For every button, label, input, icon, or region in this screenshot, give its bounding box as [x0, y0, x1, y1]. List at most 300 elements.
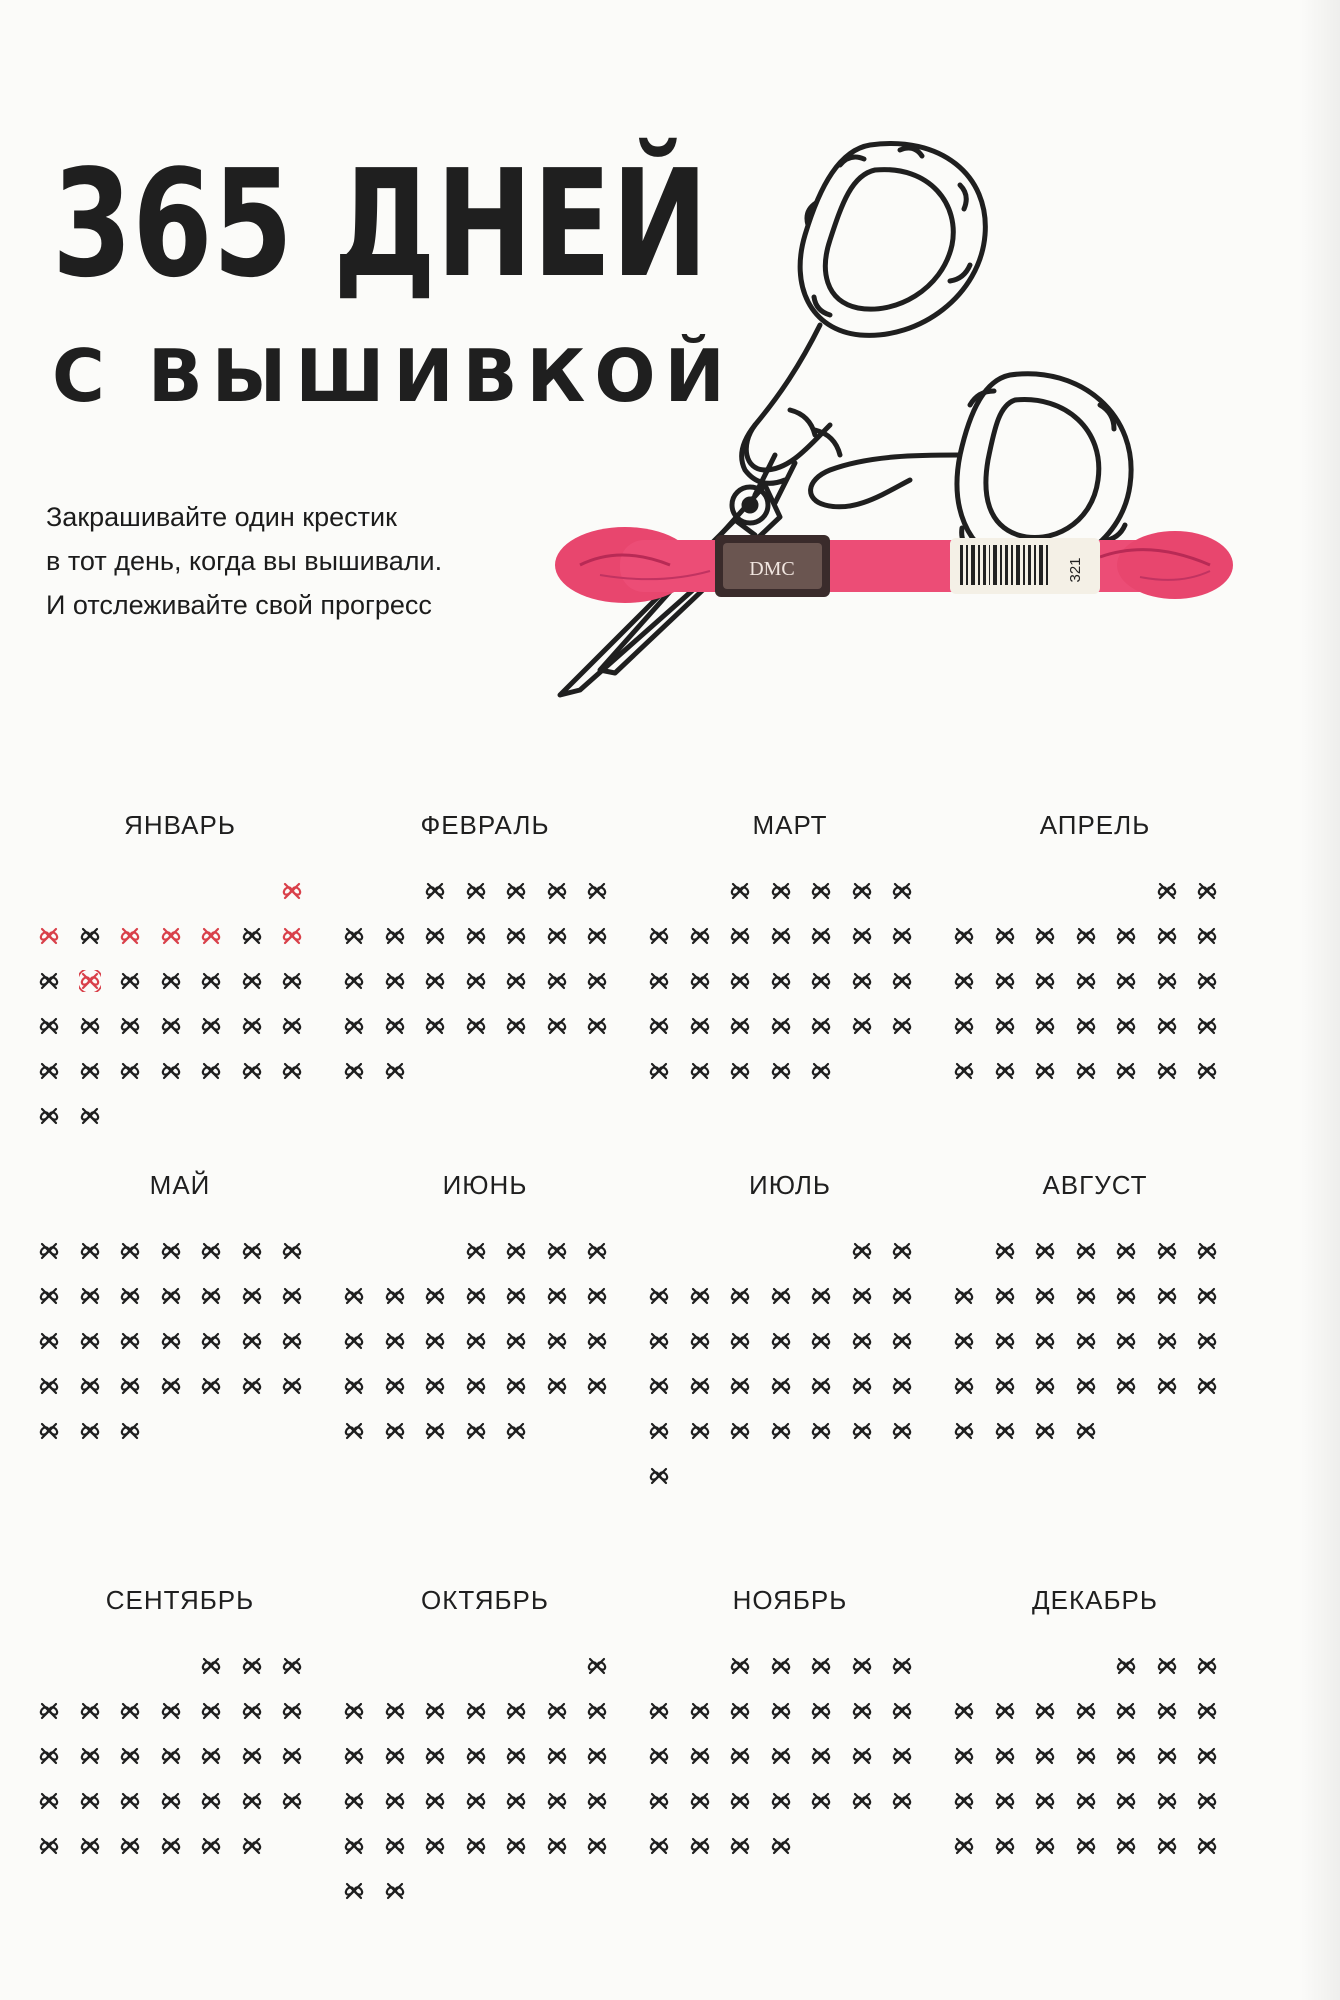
cross-stitch-icon[interactable]	[770, 925, 792, 947]
cross-stitch-icon[interactable]	[1075, 1060, 1097, 1082]
cross-stitch-icon[interactable]	[1034, 925, 1056, 947]
cross-stitch-icon[interactable]	[1034, 1745, 1056, 1767]
cross-stitch-icon[interactable]	[160, 1060, 182, 1082]
cross-stitch-icon[interactable]	[1156, 1655, 1178, 1677]
cross-stitch-icon[interactable]	[505, 1015, 527, 1037]
cross-stitch-icon[interactable]	[994, 1835, 1016, 1857]
cross-stitch-icon[interactable]	[770, 1375, 792, 1397]
cross-stitch-icon[interactable]	[1156, 880, 1178, 902]
cross-stitch-icon[interactable]	[424, 1420, 446, 1442]
cross-stitch-icon[interactable]	[505, 1420, 527, 1442]
cross-stitch-icon[interactable]	[689, 1700, 711, 1722]
cross-stitch-icon[interactable]	[953, 1790, 975, 1812]
cross-stitch-icon[interactable]	[586, 880, 608, 902]
cross-stitch-icon[interactable]	[1196, 1835, 1218, 1857]
cross-stitch-icon[interactable]	[729, 1060, 751, 1082]
cross-stitch-icon[interactable]	[810, 1330, 832, 1352]
cross-stitch-icon[interactable]	[38, 1240, 60, 1262]
cross-stitch-icon[interactable]	[424, 1700, 446, 1722]
cross-stitch-icon[interactable]	[241, 1060, 263, 1082]
cross-stitch-icon[interactable]	[505, 1790, 527, 1812]
cross-stitch-icon[interactable]	[1075, 970, 1097, 992]
cross-stitch-icon[interactable]	[891, 1700, 913, 1722]
cross-stitch-icon[interactable]	[1115, 1240, 1137, 1262]
cross-stitch-icon[interactable]	[241, 1655, 263, 1677]
cross-stitch-icon[interactable]	[241, 1745, 263, 1767]
cross-stitch-icon[interactable]	[1075, 1835, 1097, 1857]
cross-stitch-icon[interactable]	[384, 1285, 406, 1307]
cross-stitch-icon[interactable]	[1115, 1655, 1137, 1677]
cross-stitch-icon[interactable]	[79, 925, 101, 947]
cross-stitch-icon[interactable]	[79, 1790, 101, 1812]
cross-stitch-icon[interactable]	[38, 1700, 60, 1722]
cross-stitch-icon[interactable]	[851, 970, 873, 992]
cross-stitch-icon[interactable]	[465, 1240, 487, 1262]
cross-stitch-icon[interactable]	[384, 1330, 406, 1352]
cross-stitch-icon-marked[interactable]	[38, 925, 60, 947]
cross-stitch-icon[interactable]	[648, 1060, 670, 1082]
cross-stitch-icon[interactable]	[200, 1655, 222, 1677]
cross-stitch-icon[interactable]	[729, 1330, 751, 1352]
cross-stitch-icon[interactable]	[851, 1745, 873, 1767]
cross-stitch-icon[interactable]	[546, 1015, 568, 1037]
cross-stitch-icon[interactable]	[729, 1375, 751, 1397]
cross-stitch-icon[interactable]	[586, 925, 608, 947]
cross-stitch-icon[interactable]	[851, 1015, 873, 1037]
cross-stitch-icon[interactable]	[200, 1285, 222, 1307]
cross-stitch-icon[interactable]	[343, 1330, 365, 1352]
cross-stitch-icon[interactable]	[810, 970, 832, 992]
cross-stitch-icon[interactable]	[79, 1745, 101, 1767]
cross-stitch-icon[interactable]	[1034, 1835, 1056, 1857]
cross-stitch-icon[interactable]	[79, 1835, 101, 1857]
cross-stitch-icon[interactable]	[160, 1745, 182, 1767]
cross-stitch-icon[interactable]	[465, 880, 487, 902]
cross-stitch-icon[interactable]	[160, 1015, 182, 1037]
cross-stitch-icon[interactable]	[465, 925, 487, 947]
cross-stitch-icon[interactable]	[38, 1790, 60, 1812]
cross-stitch-icon[interactable]	[424, 880, 446, 902]
cross-stitch-icon[interactable]	[241, 1375, 263, 1397]
cross-stitch-icon[interactable]	[505, 970, 527, 992]
cross-stitch-icon[interactable]	[1156, 1015, 1178, 1037]
cross-stitch-icon[interactable]	[729, 1285, 751, 1307]
cross-stitch-icon[interactable]	[200, 1015, 222, 1037]
cross-stitch-icon[interactable]	[953, 970, 975, 992]
cross-stitch-icon[interactable]	[119, 1835, 141, 1857]
cross-stitch-icon[interactable]	[79, 1015, 101, 1037]
cross-stitch-icon[interactable]	[810, 1790, 832, 1812]
cross-stitch-icon[interactable]	[689, 1015, 711, 1037]
cross-stitch-icon[interactable]	[994, 1700, 1016, 1722]
cross-stitch-icon[interactable]	[994, 1375, 1016, 1397]
cross-stitch-icon[interactable]	[1115, 1790, 1137, 1812]
cross-stitch-icon[interactable]	[1075, 1375, 1097, 1397]
cross-stitch-icon[interactable]	[891, 880, 913, 902]
cross-stitch-icon[interactable]	[891, 1330, 913, 1352]
cross-stitch-icon[interactable]	[953, 1375, 975, 1397]
cross-stitch-icon[interactable]	[1156, 970, 1178, 992]
cross-stitch-icon[interactable]	[38, 1105, 60, 1127]
cross-stitch-icon[interactable]	[546, 1375, 568, 1397]
cross-stitch-icon[interactable]	[384, 1060, 406, 1082]
cross-stitch-icon[interactable]	[729, 880, 751, 902]
cross-stitch-icon[interactable]	[465, 1420, 487, 1442]
cross-stitch-icon[interactable]	[648, 1375, 670, 1397]
cross-stitch-icon[interactable]	[505, 1700, 527, 1722]
cross-stitch-icon[interactable]	[1115, 1060, 1137, 1082]
cross-stitch-icon[interactable]	[38, 1330, 60, 1352]
cross-stitch-icon[interactable]	[648, 1330, 670, 1352]
cross-stitch-icon[interactable]	[648, 1285, 670, 1307]
cross-stitch-icon[interactable]	[994, 1015, 1016, 1037]
cross-stitch-icon[interactable]	[281, 1745, 303, 1767]
cross-stitch-icon[interactable]	[505, 925, 527, 947]
cross-stitch-icon[interactable]	[38, 1420, 60, 1442]
cross-stitch-icon[interactable]	[281, 1375, 303, 1397]
cross-stitch-icon[interactable]	[1156, 1060, 1178, 1082]
cross-stitch-icon[interactable]	[200, 1330, 222, 1352]
cross-stitch-icon[interactable]	[689, 1375, 711, 1397]
cross-stitch-icon[interactable]	[1196, 1655, 1218, 1677]
cross-stitch-icon[interactable]	[546, 1240, 568, 1262]
cross-stitch-icon[interactable]	[770, 1060, 792, 1082]
cross-stitch-icon[interactable]	[770, 880, 792, 902]
cross-stitch-icon[interactable]	[384, 970, 406, 992]
cross-stitch-icon[interactable]	[1196, 970, 1218, 992]
cross-stitch-icon[interactable]	[424, 1015, 446, 1037]
cross-stitch-icon[interactable]	[729, 1420, 751, 1442]
cross-stitch-icon[interactable]	[343, 1880, 365, 1902]
cross-stitch-icon[interactable]	[546, 970, 568, 992]
cross-stitch-icon[interactable]	[953, 1835, 975, 1857]
cross-stitch-icon[interactable]	[241, 1330, 263, 1352]
cross-stitch-icon[interactable]	[160, 1700, 182, 1722]
cross-stitch-icon[interactable]	[79, 1105, 101, 1127]
cross-stitch-icon[interactable]	[810, 1285, 832, 1307]
cross-stitch-icon[interactable]	[79, 1060, 101, 1082]
cross-stitch-icon[interactable]	[770, 1330, 792, 1352]
cross-stitch-icon[interactable]	[770, 970, 792, 992]
cross-stitch-icon[interactable]	[79, 1240, 101, 1262]
cross-stitch-icon[interactable]	[119, 1420, 141, 1442]
cross-stitch-icon[interactable]	[689, 1330, 711, 1352]
cross-stitch-icon[interactable]	[1156, 1835, 1178, 1857]
cross-stitch-icon[interactable]	[38, 1835, 60, 1857]
cross-stitch-icon[interactable]	[424, 1745, 446, 1767]
cross-stitch-icon[interactable]	[891, 925, 913, 947]
cross-stitch-icon[interactable]	[384, 1015, 406, 1037]
cross-stitch-icon[interactable]	[1115, 1375, 1137, 1397]
cross-stitch-icon[interactable]	[1156, 1285, 1178, 1307]
cross-stitch-icon[interactable]	[343, 970, 365, 992]
cross-stitch-icon[interactable]	[384, 1880, 406, 1902]
cross-stitch-icon[interactable]	[281, 970, 303, 992]
cross-stitch-icon[interactable]	[1034, 1375, 1056, 1397]
cross-stitch-icon[interactable]	[994, 925, 1016, 947]
cross-stitch-icon[interactable]	[586, 1285, 608, 1307]
cross-stitch-icon[interactable]	[729, 1745, 751, 1767]
cross-stitch-icon[interactable]	[424, 1835, 446, 1857]
cross-stitch-icon[interactable]	[281, 1015, 303, 1037]
cross-stitch-icon-marked[interactable]	[281, 925, 303, 947]
cross-stitch-icon[interactable]	[160, 970, 182, 992]
cross-stitch-icon[interactable]	[1034, 1330, 1056, 1352]
cross-stitch-icon[interactable]	[1034, 970, 1056, 992]
cross-stitch-icon[interactable]	[160, 1375, 182, 1397]
cross-stitch-icon[interactable]	[1034, 1420, 1056, 1442]
cross-stitch-icon[interactable]	[465, 1375, 487, 1397]
cross-stitch-icon[interactable]	[810, 1700, 832, 1722]
cross-stitch-icon[interactable]	[1156, 1330, 1178, 1352]
cross-stitch-icon[interactable]	[770, 1285, 792, 1307]
cross-stitch-icon[interactable]	[79, 1330, 101, 1352]
cross-stitch-icon-marked[interactable]	[160, 925, 182, 947]
cross-stitch-icon[interactable]	[586, 1655, 608, 1677]
cross-stitch-icon[interactable]	[851, 1240, 873, 1262]
cross-stitch-icon[interactable]	[689, 1790, 711, 1812]
cross-stitch-icon[interactable]	[505, 1835, 527, 1857]
cross-stitch-icon[interactable]	[546, 1330, 568, 1352]
cross-stitch-icon[interactable]	[994, 1745, 1016, 1767]
cross-stitch-icon[interactable]	[586, 1700, 608, 1722]
cross-stitch-icon[interactable]	[465, 1700, 487, 1722]
cross-stitch-icon[interactable]	[648, 1465, 670, 1487]
cross-stitch-icon[interactable]	[953, 1745, 975, 1767]
cross-stitch-icon[interactable]	[1075, 1700, 1097, 1722]
cross-stitch-icon[interactable]	[200, 1375, 222, 1397]
cross-stitch-icon[interactable]	[770, 1420, 792, 1442]
cross-stitch-icon[interactable]	[810, 1420, 832, 1442]
cross-stitch-icon[interactable]	[200, 1240, 222, 1262]
cross-stitch-icon[interactable]	[465, 970, 487, 992]
cross-stitch-icon[interactable]	[586, 1240, 608, 1262]
cross-stitch-icon[interactable]	[343, 1700, 365, 1722]
cross-stitch-icon[interactable]	[241, 1240, 263, 1262]
cross-stitch-icon[interactable]	[586, 1790, 608, 1812]
cross-stitch-icon[interactable]	[1034, 1700, 1056, 1722]
cross-stitch-icon[interactable]	[953, 1330, 975, 1352]
cross-stitch-icon[interactable]	[505, 1745, 527, 1767]
cross-stitch-icon[interactable]	[343, 1285, 365, 1307]
cross-stitch-icon[interactable]	[1075, 1015, 1097, 1037]
cross-stitch-icon[interactable]	[994, 970, 1016, 992]
cross-stitch-icon[interactable]	[343, 1420, 365, 1442]
cross-stitch-icon[interactable]	[1075, 1420, 1097, 1442]
cross-stitch-icon[interactable]	[729, 925, 751, 947]
cross-stitch-icon[interactable]	[1196, 1015, 1218, 1037]
cross-stitch-icon[interactable]	[770, 1745, 792, 1767]
cross-stitch-icon[interactable]	[1075, 1790, 1097, 1812]
cross-stitch-icon[interactable]	[343, 1745, 365, 1767]
cross-stitch-icon[interactable]	[281, 1285, 303, 1307]
cross-stitch-icon[interactable]	[38, 1015, 60, 1037]
cross-stitch-icon[interactable]	[891, 1655, 913, 1677]
cross-stitch-icon[interactable]	[38, 1745, 60, 1767]
cross-stitch-icon[interactable]	[160, 1240, 182, 1262]
cross-stitch-icon[interactable]	[689, 1420, 711, 1442]
cross-stitch-icon[interactable]	[1034, 1285, 1056, 1307]
cross-stitch-icon[interactable]	[38, 1285, 60, 1307]
cross-stitch-icon[interactable]	[384, 1835, 406, 1857]
cross-stitch-icon[interactable]	[994, 1330, 1016, 1352]
cross-stitch-icon[interactable]	[648, 1420, 670, 1442]
cross-stitch-icon[interactable]	[384, 1790, 406, 1812]
cross-stitch-icon[interactable]	[160, 1330, 182, 1352]
cross-stitch-icon[interactable]	[546, 1790, 568, 1812]
cross-stitch-icon[interactable]	[953, 1700, 975, 1722]
cross-stitch-icon[interactable]	[891, 1790, 913, 1812]
cross-stitch-icon[interactable]	[119, 1745, 141, 1767]
cross-stitch-icon[interactable]	[994, 1285, 1016, 1307]
cross-stitch-icon[interactable]	[119, 1240, 141, 1262]
cross-stitch-icon[interactable]	[119, 1285, 141, 1307]
cross-stitch-icon[interactable]	[648, 925, 670, 947]
cross-stitch-icon[interactable]	[648, 970, 670, 992]
cross-stitch-icon[interactable]	[729, 1655, 751, 1677]
cross-stitch-icon[interactable]	[851, 1420, 873, 1442]
cross-stitch-icon[interactable]	[729, 1700, 751, 1722]
cross-stitch-icon[interactable]	[851, 1700, 873, 1722]
cross-stitch-icon[interactable]	[1115, 1330, 1137, 1352]
cross-stitch-icon[interactable]	[200, 1700, 222, 1722]
cross-stitch-icon[interactable]	[38, 1060, 60, 1082]
cross-stitch-icon[interactable]	[343, 925, 365, 947]
cross-stitch-icon[interactable]	[38, 1375, 60, 1397]
cross-stitch-icon[interactable]	[810, 1745, 832, 1767]
cross-stitch-icon[interactable]	[281, 1060, 303, 1082]
cross-stitch-icon[interactable]	[1075, 1745, 1097, 1767]
cross-stitch-icon[interactable]	[465, 1330, 487, 1352]
cross-stitch-icon[interactable]	[281, 1330, 303, 1352]
cross-stitch-icon[interactable]	[1196, 880, 1218, 902]
cross-stitch-icon[interactable]	[1156, 1700, 1178, 1722]
cross-stitch-icon[interactable]	[994, 1060, 1016, 1082]
cross-stitch-icon-marked[interactable]	[281, 880, 303, 902]
cross-stitch-icon[interactable]	[1075, 925, 1097, 947]
cross-stitch-icon[interactable]	[994, 1790, 1016, 1812]
cross-stitch-icon[interactable]	[1034, 1015, 1056, 1037]
cross-stitch-icon[interactable]	[648, 1700, 670, 1722]
cross-stitch-icon[interactable]	[891, 1420, 913, 1442]
cross-stitch-icon[interactable]	[384, 925, 406, 947]
cross-stitch-icon[interactable]	[424, 970, 446, 992]
cross-stitch-icon[interactable]	[810, 925, 832, 947]
cross-stitch-icon[interactable]	[241, 1790, 263, 1812]
cross-stitch-icon-marked[interactable]	[200, 925, 222, 947]
cross-stitch-icon[interactable]	[1075, 1330, 1097, 1352]
cross-stitch-icon[interactable]	[200, 1835, 222, 1857]
cross-stitch-icon[interactable]	[729, 1015, 751, 1037]
cross-stitch-icon[interactable]	[424, 1790, 446, 1812]
cross-stitch-icon[interactable]	[994, 1240, 1016, 1262]
cross-stitch-icon[interactable]	[505, 1240, 527, 1262]
cross-stitch-icon[interactable]	[200, 1790, 222, 1812]
cross-stitch-icon[interactable]	[851, 925, 873, 947]
cross-stitch-icon[interactable]	[200, 1745, 222, 1767]
cross-stitch-icon[interactable]	[1156, 1790, 1178, 1812]
cross-stitch-icon[interactable]	[281, 1700, 303, 1722]
cross-stitch-icon[interactable]	[38, 970, 60, 992]
cross-stitch-icon[interactable]	[1156, 1240, 1178, 1262]
cross-stitch-icon[interactable]	[953, 1420, 975, 1442]
cross-stitch-icon[interactable]	[200, 1060, 222, 1082]
cross-stitch-icon[interactable]	[891, 1015, 913, 1037]
cross-stitch-icon[interactable]	[343, 1375, 365, 1397]
cross-stitch-icon[interactable]	[1115, 1745, 1137, 1767]
cross-stitch-icon[interactable]	[1196, 925, 1218, 947]
cross-stitch-icon[interactable]	[343, 1060, 365, 1082]
cross-stitch-icon[interactable]	[281, 1790, 303, 1812]
cross-stitch-icon[interactable]	[1115, 1835, 1137, 1857]
cross-stitch-icon[interactable]	[160, 1790, 182, 1812]
cross-stitch-icon[interactable]	[851, 1655, 873, 1677]
cross-stitch-icon[interactable]	[1196, 1330, 1218, 1352]
cross-stitch-icon-marked[interactable]	[79, 970, 101, 992]
cross-stitch-icon[interactable]	[770, 1655, 792, 1677]
cross-stitch-icon[interactable]	[546, 1700, 568, 1722]
cross-stitch-icon[interactable]	[648, 1790, 670, 1812]
cross-stitch-icon[interactable]	[79, 1285, 101, 1307]
cross-stitch-icon[interactable]	[953, 925, 975, 947]
cross-stitch-icon[interactable]	[505, 1330, 527, 1352]
cross-stitch-icon-marked[interactable]	[119, 925, 141, 947]
cross-stitch-icon[interactable]	[729, 1835, 751, 1857]
cross-stitch-icon[interactable]	[1196, 1745, 1218, 1767]
cross-stitch-icon[interactable]	[119, 970, 141, 992]
cross-stitch-icon[interactable]	[1196, 1060, 1218, 1082]
cross-stitch-icon[interactable]	[1034, 1790, 1056, 1812]
cross-stitch-icon[interactable]	[119, 1060, 141, 1082]
cross-stitch-icon[interactable]	[770, 1790, 792, 1812]
cross-stitch-icon[interactable]	[1115, 1015, 1137, 1037]
cross-stitch-icon[interactable]	[810, 880, 832, 902]
cross-stitch-icon[interactable]	[79, 1375, 101, 1397]
cross-stitch-icon[interactable]	[648, 1015, 670, 1037]
cross-stitch-icon[interactable]	[1196, 1240, 1218, 1262]
cross-stitch-icon[interactable]	[343, 1835, 365, 1857]
cross-stitch-icon[interactable]	[384, 1375, 406, 1397]
cross-stitch-icon[interactable]	[160, 1285, 182, 1307]
cross-stitch-icon[interactable]	[851, 1375, 873, 1397]
cross-stitch-icon[interactable]	[424, 1285, 446, 1307]
cross-stitch-icon[interactable]	[546, 1285, 568, 1307]
cross-stitch-icon[interactable]	[1115, 970, 1137, 992]
cross-stitch-icon[interactable]	[729, 970, 751, 992]
cross-stitch-icon[interactable]	[343, 1015, 365, 1037]
cross-stitch-icon[interactable]	[810, 1655, 832, 1677]
cross-stitch-icon[interactable]	[891, 1240, 913, 1262]
cross-stitch-icon[interactable]	[281, 1655, 303, 1677]
cross-stitch-icon[interactable]	[1034, 1060, 1056, 1082]
cross-stitch-icon[interactable]	[1115, 925, 1137, 947]
cross-stitch-icon[interactable]	[891, 1285, 913, 1307]
cross-stitch-icon[interactable]	[586, 1330, 608, 1352]
cross-stitch-icon[interactable]	[79, 1700, 101, 1722]
cross-stitch-icon[interactable]	[546, 925, 568, 947]
cross-stitch-icon[interactable]	[810, 1060, 832, 1082]
cross-stitch-icon[interactable]	[200, 970, 222, 992]
cross-stitch-icon[interactable]	[648, 1745, 670, 1767]
cross-stitch-icon[interactable]	[546, 1835, 568, 1857]
cross-stitch-icon[interactable]	[241, 1285, 263, 1307]
cross-stitch-icon[interactable]	[241, 925, 263, 947]
cross-stitch-icon[interactable]	[689, 1285, 711, 1307]
cross-stitch-icon[interactable]	[1075, 1285, 1097, 1307]
cross-stitch-icon[interactable]	[241, 970, 263, 992]
cross-stitch-icon[interactable]	[586, 1375, 608, 1397]
cross-stitch-icon[interactable]	[994, 1420, 1016, 1442]
